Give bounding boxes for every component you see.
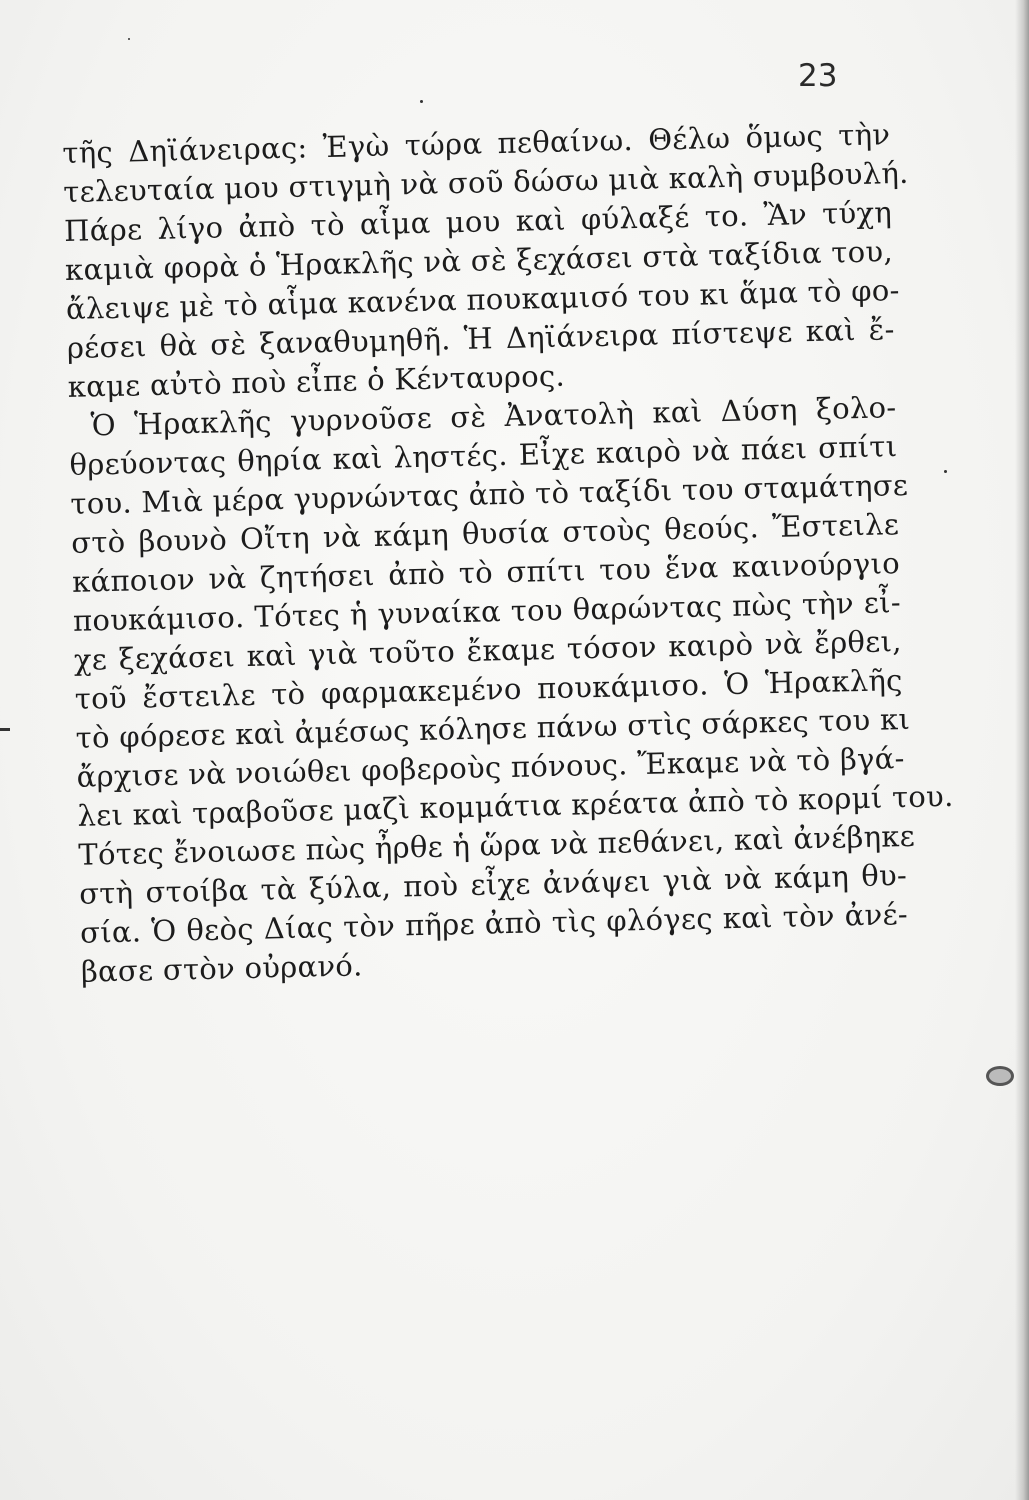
text-line: τοῦ ἔστειλε τὸ φαρμακεμένο πουκάμισο. Ὁ Ἡρακλῆς: [74, 663, 903, 716]
text-line: σία. Ὁ θεὸς Δίας τὸν πῆρε ἀπὸ τὶς φλόγες καὶ τὸν ἀνέ-: [79, 897, 909, 950]
ink-blot: [986, 1066, 1014, 1086]
text-line: στὸ βουνὸ Οἴτη νὰ κάμη θυσία στοὺς θεούς. Ἔστειλε: [70, 507, 900, 560]
text-line: ἄλειψε μὲ τὸ αἷμα κανένα πουκαμισό του κι ἅμα τὸ φο-: [65, 273, 900, 326]
text-line: θρεύοντας θηρία καὶ ληστές. Εἶχε καιρὸ νὰ πάει σπίτι: [69, 429, 898, 482]
text-line: λει καὶ τραβοῦσε μαζὶ κομμάτια κρέατα ἀπὸ τὸ κορμί του.: [77, 778, 954, 833]
body-text: [62, 115, 954, 992]
text-line: Πάρε λίγο ἀπὸ τὸ αἷμα μου καὶ φύλαξέ το. Ἂν τύχη: [63, 195, 893, 248]
text-line: τελευταία μου στιγμὴ νὰ σοῦ δώσω μιὰ καλὴ συμβουλή.: [62, 155, 909, 209]
text-line: ἄρχισε νὰ νοιώθει φοβεροὺς πόνους. Ἔκαμε νὰ τὸ βγά-: [76, 741, 906, 794]
text-line: βασε στὸν οὐρανό.: [80, 948, 363, 989]
margin-mark: [0, 728, 10, 731]
speck: [420, 100, 423, 103]
speck: [128, 38, 130, 40]
text-line: Ὁ Ἡρακλῆς γυρνοῦσε σὲ Ἀνατολὴ καὶ Δύση ξολο-: [90, 390, 897, 443]
text-line: στὴ στοίβα τὰ ξύλα, ποὺ εἶχε ἀνάψει γιὰ νὰ κάμη θυ-: [78, 858, 908, 911]
text-line: πουκάμισο. Τότες ἡ γυναίκα του θαρώντας πὼς τὴν εἶ-: [72, 585, 902, 638]
text-line: καμε αὐτὸ ποὺ εἶπε ὁ Κένταυρος.: [67, 358, 566, 404]
text-line: χε ξεχάσει καὶ γιὰ τοῦτο ἔκαμε τόσον καιρὸ νὰ ἔρθει,: [73, 624, 903, 677]
text-line: Τότες ἔνοιωσε πὼς ἦρθε ἡ ὥρα νὰ πεθάνει, καὶ ἀνέβηκε: [77, 818, 916, 872]
text-line: τὸ φόρεσε καὶ ἀμέσως κόλησε πάνω στὶς σάρκες του κι: [75, 701, 911, 755]
text-line: του. Μιὰ μέρα γυρνώντας ἀπὸ τὸ ταξίδι του σταμάτησε: [70, 467, 909, 521]
text-line: κάποιον νὰ ζητήσει ἀπὸ τὸ σπίτι του ἕνα καινούργιο: [71, 546, 901, 599]
speck: [944, 470, 947, 473]
page-edge-shadow: [1015, 0, 1029, 1500]
page-number: 23: [798, 58, 838, 94]
text-line: καμιὰ φορὰ ὁ Ἡρακλῆς νὰ σὲ ξεχάσει στὰ ταξίδια του,: [64, 234, 894, 287]
text-line: ρέσει θὰ σὲ ξαναθυμηθῆ. Ἡ Δηϊάνειρα πίστεψε καὶ ἔ-: [66, 312, 896, 365]
text-line: τῆς Δηϊάνειρας: Ἐγὼ τώρα πεθαίνω. Θέλω ὅμως τὴν: [62, 117, 891, 170]
